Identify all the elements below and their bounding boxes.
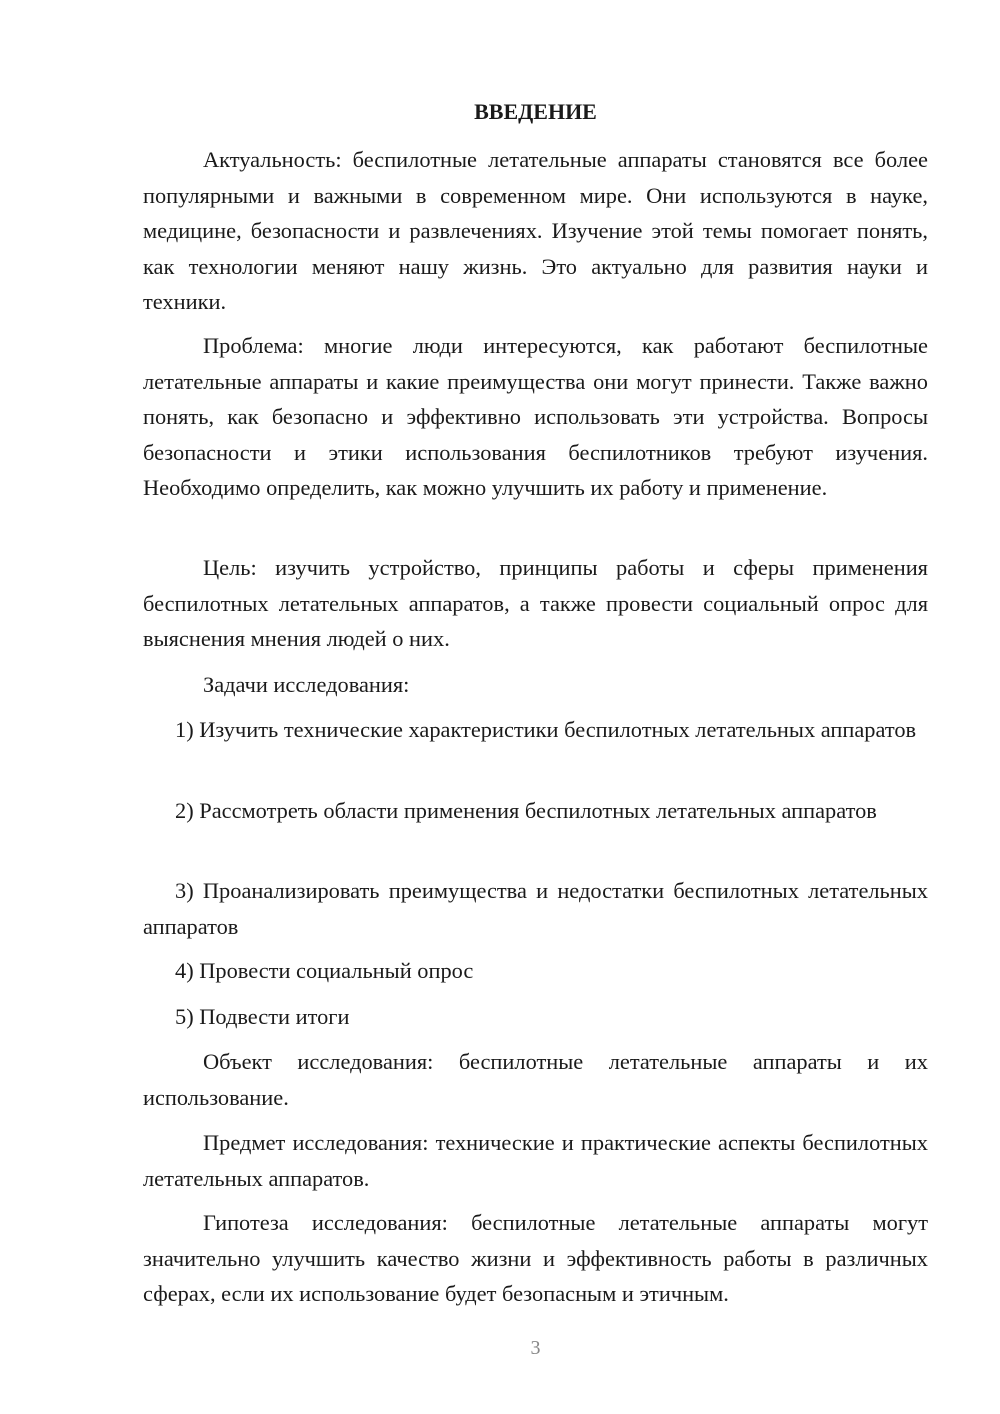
task-item-5: 5) Подвести итоги	[175, 1004, 350, 1029]
section-title: ВВЕДЕНИЕ	[474, 99, 597, 124]
relevance-paragraph: Актуальность: беспилотные летательные аппараты становятся все более популярными и важными в современном мире. Они используются в науке, медицине, безопасности и развлечениях. Изучение этой темы помогает понять, как технологии меняют нашу жизнь. Это актуально для развития науки и техники.	[143, 147, 928, 314]
tasks-heading: Задачи исследования:	[203, 672, 410, 697]
task-item-3: 3) Проанализировать преимущества и недостатки беспилотных летательных аппаратов	[143, 878, 928, 939]
hypothesis-paragraph: Гипотеза исследования: беспилотные летательные аппараты могут значительно улучшить качество жизни и эффективность работы в различных сферах, если их использование будет безопасным и этичным.	[143, 1210, 928, 1306]
task-item-2: 2) Рассмотреть области применения беспилотных летательных аппаратов	[175, 798, 877, 823]
object-paragraph: Объект исследования: беспилотные летательные аппараты и их использование.	[143, 1049, 928, 1110]
page-number: 3	[530, 1337, 541, 1359]
task-item-1: 1) Изучить технические характеристики беспилотных летательных аппаратов	[175, 717, 917, 742]
goal-paragraph: Цель: изучить устройство, принципы работы и сферы применения беспилотных летательных аппаратов, а также провести социальный опрос для выяснения мнения людей о них.	[143, 555, 928, 651]
problem-paragraph: Проблема: многие люди интересуются, как работают беспилотные летательные аппараты и какие преимущества они могут принести. Также важно понять, как безопасно и эффективно использовать эти устройства. Вопросы безопасности и этики использования беспилотников требуют изучения. Необходимо определить, как можно улучшить их работу и применение.	[143, 333, 928, 500]
subject-paragraph: Предмет исследования: технические и практические аспекты беспилотных летательных аппаратов.	[143, 1130, 928, 1191]
task-item-4: 4) Провести социальный опрос	[175, 958, 474, 983]
